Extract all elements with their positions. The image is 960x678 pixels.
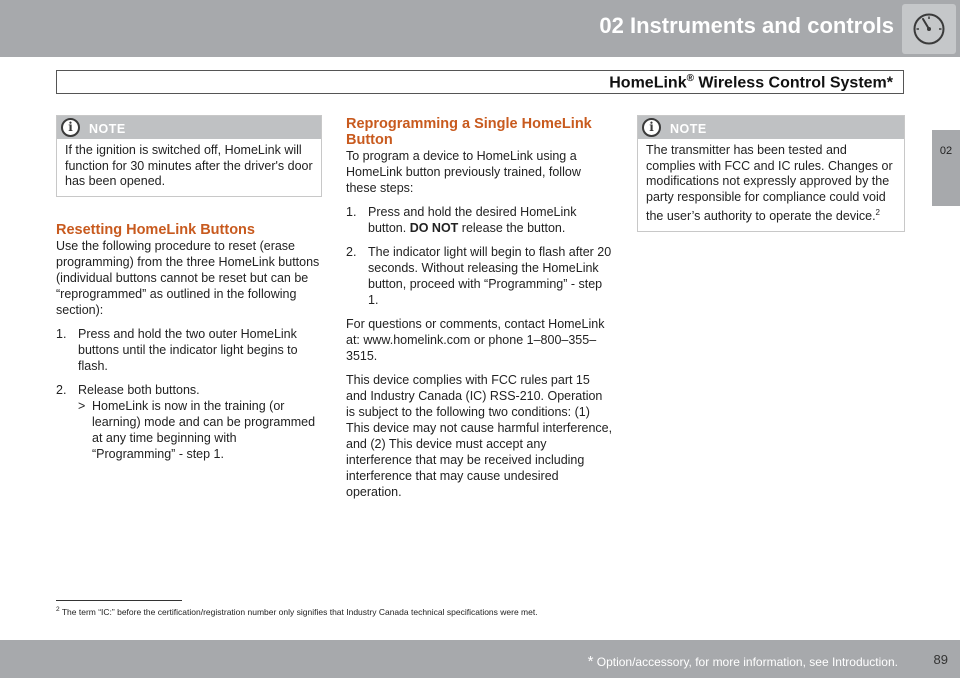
contact-info: For questions or comments, contact HomeLink at: www.homelink.com or phone 1–800–355–3515. — [346, 317, 605, 363]
chapter-title: 02 Instruments and controls — [599, 13, 894, 38]
page-number: 89 — [933, 652, 948, 667]
page-footer — [0, 640, 960, 678]
step-text: The indicator light will begin to flash after 20 seconds. Without releasing the HomeLink button, proceed with “Programming” - step 1. — [368, 245, 612, 307]
step-number: 1. — [56, 326, 67, 341]
note-box-ignition — [56, 115, 322, 197]
note-box-transmitter — [637, 115, 905, 232]
result-text: HomeLink is now in the training (or learning) mode and can be programmed at any time beginning with “Programming” - step 1. — [92, 398, 316, 461]
reset-step-1 — [56, 326, 322, 374]
info-icon: i — [642, 118, 661, 137]
chapter-header — [0, 0, 960, 57]
step-number: 2. — [346, 245, 357, 259]
result-marker: > — [78, 398, 86, 413]
step-text: Press and hold the two outer HomeLink buttons until the indicator light begins to flash. — [78, 326, 298, 373]
section-header — [56, 70, 904, 94]
do-not-emphasis: DO NOT — [409, 221, 459, 235]
note-text: The transmitter has been tested and complies with FCC and IC rules. Changes or modifications not expressly approved by the party responsible for compliance could void the user’s authority to operate the device.$^2$ — [646, 143, 893, 224]
chapter-side-tab — [932, 130, 960, 206]
info-icon: i — [61, 118, 80, 137]
footer-note: * Option/accessory, for more information, see Introduction. — [587, 653, 898, 670]
note-header — [57, 116, 321, 139]
footnote-ref: 2 — [875, 208, 880, 217]
note-label: NOTE — [89, 122, 126, 136]
reprogram-step-2 — [346, 244, 614, 308]
heading-reprogramming: Reprogramming a Single HomeLink Button — [346, 116, 592, 148]
heading-resetting: Resetting HomeLink Buttons — [56, 221, 255, 238]
note-label: NOTE — [670, 122, 707, 136]
step-text: Release both buttons. — [78, 382, 200, 397]
footnote: $^2$ The term “IC:” before the certification/registration number only signifies that Industry Canada technical specifications were met. — [56, 606, 538, 617]
reprogram-intro: To program a device to HomeLink using a HomeLink button previously trained, follow these steps: — [346, 149, 581, 195]
column-middle — [346, 116, 614, 508]
column-left — [56, 115, 322, 462]
reset-step-2 — [56, 382, 322, 398]
footnote-divider — [56, 600, 182, 601]
speedometer-icon — [912, 12, 946, 46]
column-right — [637, 115, 905, 232]
step-number: 2. — [56, 382, 67, 397]
chapter-side-tab-label: 02 — [939, 145, 953, 157]
note-header — [638, 116, 904, 139]
fcc-compliance: This device complies with FCC rules part 15 and Industry Canada (IC) RSS-210. Operation is subject to the following two conditions: (1) This device may not cause harmful interference, and (2) This device must accept any interference that may be received including interference that may cause undesired operation. — [346, 373, 613, 499]
note-text: If the ignition is switched off, HomeLink will function for 30 minutes after the driver's door has been opened. — [65, 143, 313, 188]
chapter-icon-box — [902, 4, 956, 54]
step-number: 1. — [346, 205, 357, 219]
reset-intro: Use the following procedure to reset (erase programming) from the three HomeLink buttons (individual buttons cannot be reset but can be “reprogrammed” as outlined in the following section): — [56, 238, 320, 317]
section-title: HomeLink® Wireless Control System* — [609, 73, 893, 92]
reset-result — [56, 398, 322, 462]
reprogram-step-1: 1. Press and hold the desired HomeLink button. DO NOT release the button. — [346, 205, 577, 235]
